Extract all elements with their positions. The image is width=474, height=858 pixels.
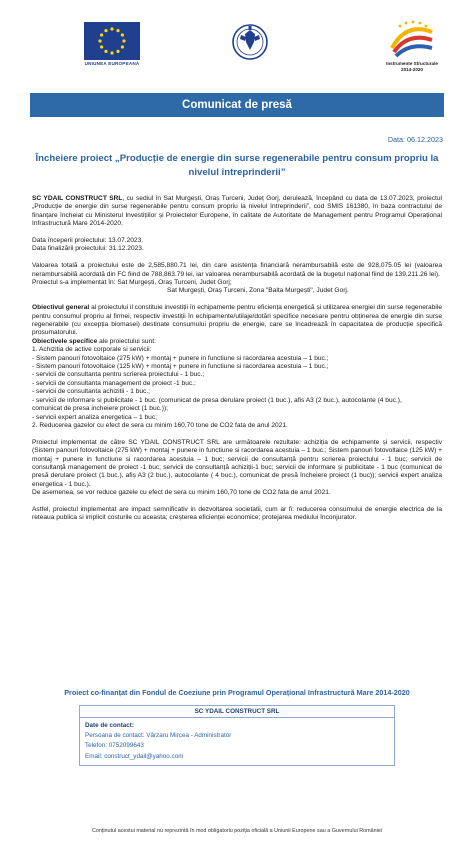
contact-box [79, 705, 395, 766]
list-item: - servicii expert analiza energetica – 1 buc; [32, 413, 157, 421]
contact-details [80, 718, 394, 765]
release-date: Data: 06.12.2023 [387, 135, 443, 144]
eu-star-icon [116, 50, 119, 53]
list-item: - servicii de informare si publicitate - 1 buc. (comunicat de presa derulare proiect (1 buc.), afis A3 (2 buc.), autocolante (4 buc.), [32, 396, 402, 404]
contact-person: Persoana de contact: Vârzaru Mircea - Administrator [85, 732, 232, 740]
contact-email[interactable]: Email: construct_ydail@yahoo.com [85, 752, 184, 760]
is-logo-line2: 2014-2020 [401, 67, 423, 72]
contact-company: SC YDAIL CONSTRUCT SRL [80, 706, 394, 718]
specific-objectives-label: Obiectivele specifice [32, 337, 98, 345]
contact-phone[interactable]: Telefon: 0752099643 [85, 742, 144, 750]
logo-bar [0, 0, 474, 94]
company-name: SC YDAIL CONSTRUCT SRL [32, 195, 123, 202]
eu-star-icon [121, 45, 124, 48]
list-item: - servicii de consultanta management de proiect -1 buc.; [32, 379, 196, 387]
eu-logo-text: UNIUNEA EUROPEANĂ [84, 61, 140, 66]
end-date: Data finalizării proiectului: 31.12.2023. [32, 245, 144, 253]
list-item: - Sistem panouri fotovoltaice (125 kW) + montaj + punere in functiune si racordarea acestuia – 1 buc.; [32, 363, 329, 371]
eu-star-icon [104, 50, 107, 53]
eu-star-icon [116, 29, 119, 32]
specific-objectives-suffix: ale proiectului sunt: [97, 337, 156, 345]
list-item: - servicii de consultanta achizitii - 1 buc.; [32, 388, 151, 396]
eu-star-icon [100, 33, 103, 36]
general-objective-label: Obiectivul general [32, 304, 90, 312]
eu-star-icon [98, 39, 101, 42]
romanian-government-emblem-icon [231, 20, 269, 70]
general-objective [32, 304, 442, 338]
co2-paragraph: De asemenea, se vor reduce gazele cu efect de sera cu minim 160,70 tone de CO2 fata de anul 2021. [32, 489, 331, 497]
specific-objectives-heading [32, 338, 442, 346]
list-item: 1. Achizitia de active corporale si servicii: [32, 346, 152, 354]
implementation-location: Proiectul s-a implementat în: Sat Murgești, Oraș Turceni, Judet Gorj; [32, 279, 232, 287]
eu-star-icon [110, 27, 113, 30]
is-logo-text [366, 61, 458, 73]
page-title: Încheiere proiect „Producție de energie din surse regenerabile pentru consum propriu la nivelul întreprinderii” [35, 153, 439, 178]
eu-star-icon [110, 51, 113, 54]
project-value: Valoarea totală a proiectului este de 2,585,880.71 lei, din care asistența financiară nerambursabilă este de 928,075.05 lei (valoarea nerambursabilă acordată din FC fiind de 788,863.79 lei, iar valoarea nerambursabilă acordată de la bugetul național fiind de 139,211.26 lei). [32, 262, 442, 278]
general-objective-text: al proiectului il constituie investiții în echipamente pentru eficiența energetică și utilizarea energiei din surse regenerabile pentru consumul propriu al firmei, respectiv investiții în echipamente/utilaje/dotări specifice necesare pentru obținerea de energie din surse regenerabile (cu excepția biomasei) destinate consumului propriu de energie, care se încadrează în capacitatea de producție specifică prosumatorului. [32, 304, 442, 337]
list-item: 2. Reducerea gazelor cu efect de sera cu minim 160,70 tone de CO2 fata de anul 2021. [32, 421, 288, 429]
impact-paragraph: Astfel, proiectul implementat are impact semnificativ in dezvoltarea societatii, cum ar fi: reducerea consumului de energie electrica de la reteaua publica si implicit costurile cu aceasta; creșterea eficienței economice; protejarea mediului înconjurator. [32, 505, 442, 522]
instrumente-structurale-logo-icon [386, 18, 438, 62]
eu-star-icon [121, 33, 124, 36]
implementation-location-2: Sat Murgești, Oraș Turceni, Zona "Balta Murgești", Judet Gorj. [167, 287, 349, 295]
disclaimer: Conținutul acestui material nu reprezintă în mod obligatoriu poziția oficială a Uniunii Europene sau a Guvernului României [91, 828, 383, 834]
eu-star-icon [104, 29, 107, 32]
eu-flag-icon [84, 22, 140, 60]
contact-label: Date de contact: [85, 722, 134, 729]
start-date: Data începerii proiectului: 13.07.2023. [32, 237, 144, 245]
cofinance-note: Proiect co-finanțat din Fondul de Coeziune prin Programul Operațional Infrastructură Mare 2014-2020 [64, 688, 410, 697]
press-release-banner: Comunicat de presă [30, 93, 444, 117]
results-paragraph: Proiectul implementat de către SC YDAIL CONSTRUCT SRL are următoarele rezultate: achiziția de echipamente și servicii, respectiv (Sistem panouri fotovoltaice (275 kW) + montaj + punere in functiune si racordarea acestuia – 1 buc.; Sistem panouri fotovoltaice (125 kW) + montaj + punere in functiune si racordarea acestuia – 1 buc; servicii de consultanță pentru scrierea proiectului - 1 buc; servicii de consultanță management de proiect -1 buc; servicii de consultanță achiziții-1 buc; servicii de informare și publicitate - 1 buc (comunicat de presă derulare proiect (1 buc.), afiș A3 (2 buc.), autocolante ( 4 buc.), comunicat de presă încheiere proiect (1 buc)); servicii expert analiza energetica - 1 buc.). [32, 438, 442, 488]
eu-star-icon [100, 45, 103, 48]
eu-star-icon [122, 39, 125, 42]
is-logo-line1: Instrumente Structurale [386, 61, 438, 66]
document-body [32, 195, 442, 523]
intro-text: , cu sediul în Sat Murgești, Oraș Turceni, Județ Gorj, derulează, începând cu data de 13.07.2023, proiectul „Producție de energie din surse regenerabile pentru consum propriu la nivelul întreprinderii”, cod SMIS 161380, în baza contractului de finanțare încheiat cu Ministerul Investițiilor și Proiectelor Europene, în calitate de Autoritate de Management pentru Programul Operațional Infrastructură Mare 2014-2020. [32, 195, 442, 228]
list-item: comunicat de presa incheiere proiect (1 buc.)); [32, 405, 168, 413]
list-item: - servicii de consultanta pentru scrierea proiectului - 1 buc.; [32, 371, 205, 379]
intro-paragraph [32, 195, 442, 229]
list-item: - Sistem panouri fotovoltaice (275 kW) + montaj + punere in functiune si racordarea acestuia – 1 buc.; [32, 354, 329, 362]
